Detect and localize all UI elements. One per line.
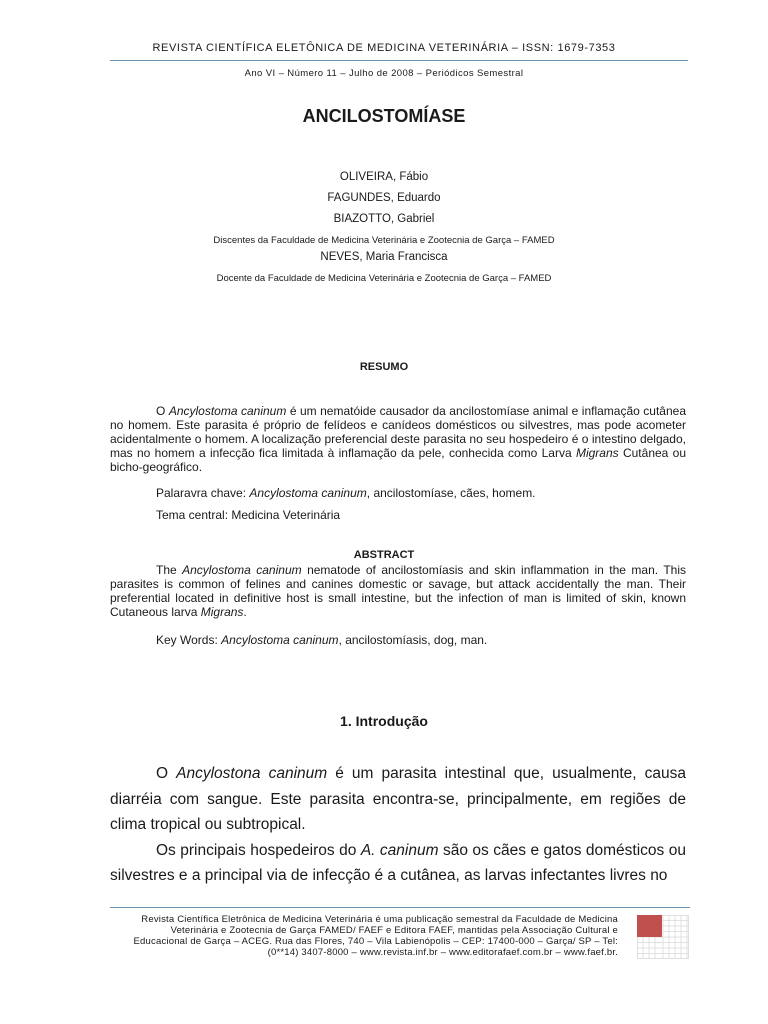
journal-logo-icon bbox=[637, 915, 689, 959]
author-neves: NEVES, Maria Francisca bbox=[320, 251, 448, 263]
intro-heading: 1. Introdução bbox=[340, 713, 428, 729]
species-name: Ancylostoma caninum bbox=[168, 404, 287, 418]
students-affiliation: Discentes da Faculdade de Medicina Veterinária e Zootecnia de Garça – FAMED bbox=[213, 235, 555, 246]
footer-rule bbox=[110, 907, 690, 908]
journal-header: REVISTA CIENTÍFICA ELETÔNICA DE MEDICINA VETERINÁRIA – ISSN: 1679-7353 bbox=[152, 42, 616, 54]
resumo-heading: RESUMO bbox=[359, 361, 409, 373]
author-oliveira: OLIVEIRA, Fábio bbox=[339, 171, 429, 183]
issue-info: Ano VI – Número 11 – Julho de 2008 – Periódicos Semestral bbox=[244, 68, 524, 79]
footer-note: Revista Científica Eletrônica de Medicina Veterinária é uma publicação semestral da Faculdade de Medicina Veterinária e Zootecnia de Garça FAMED/ FAEF e Editora FAEF, mantidas pela Associação Cultural e Educacional de Garça – ACEG. Rua das Flores, 740 – Vila Labienópolis – CEP: 17400-000 – Garça/ SP – Tel: (0**14) 3407-8000 – www.revista.inf.br – www.editorafaef.com.br – www.faef.br. bbox=[133, 914, 618, 958]
resumo-paragraph: O Ancylostoma caninum é um nematóide causador da ancilostomíase animal e inflamação cutânea no homem. Este parasita é próprio de felídeos e canídeos domésticos ou silvestres, mas pode acometer acidentalmente o homem. A localização preferencial deste parasita no seu hospedeiro é o intestino delgado, mas no homem a infecção fica limitada à inflamação da pele, conhecida como Larva Migrans Cutânea ou bicho-geográfico. bbox=[110, 404, 686, 474]
abstract-keywords: Key Words: Ancylostoma caninum, ancilostomíasis, dog, man. bbox=[156, 633, 488, 647]
abstract-heading: ABSTRACT bbox=[353, 549, 415, 561]
intro-body bbox=[110, 761, 686, 889]
teacher-affiliation: Docente da Faculdade de Medicina Veterinária e Zootecnia de Garça – FAMED bbox=[216, 273, 552, 284]
article-title: ANCILOSTOMÍASE bbox=[302, 106, 466, 126]
migrans-term: Migrans bbox=[575, 446, 619, 460]
header-rule bbox=[110, 60, 688, 61]
author-fagundes: FAGUNDES, Eduardo bbox=[327, 192, 441, 204]
intro-paragraph-1: O Ancylostona caninum é um parasita intestinal que, usualmente, causa diarréia com sangue. Este parasita encontra-se, principalmente, em regiões de clima tropical ou subtropical. bbox=[110, 765, 686, 833]
resumo-keywords: Palaravra chave: Ancylostoma caninum, ancilostomíase, cães, homem. bbox=[156, 486, 536, 500]
resumo-theme: Tema central: Medicina Veterinária bbox=[156, 508, 341, 522]
intro-paragraph-2: Os principais hospedeiros do A. caninum são os cães e gatos domésticos ou silvestres e a principal via de infecção é a cutânea, as larvas infectantes livres no bbox=[110, 841, 687, 884]
abstract-paragraph: The Ancylostoma caninum nematode of ancilostomíasis and skin inflammation in the man. This parasites is common of felines and canines domestic or savage, but attack accidentally the man. Their preferential located in definitive host is small intestine, but the infection of man is limited of skin, known Cutaneous larva Migrans. bbox=[110, 563, 686, 619]
author-biazotto: BIAZOTTO, Gabriel bbox=[333, 213, 435, 225]
